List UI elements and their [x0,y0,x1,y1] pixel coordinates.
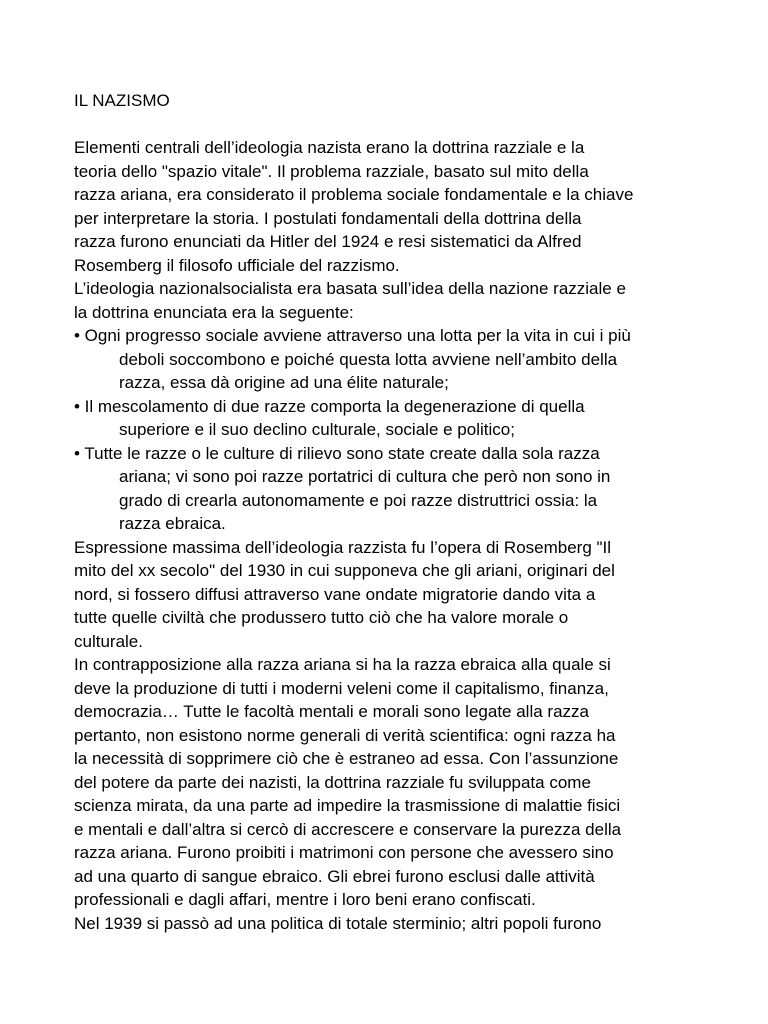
text-line: razza ariana, era considerato il problema sociale fondamentale e la chiave [74,185,634,204]
text-line: del potere da parte dei nazisti, la dottrina razziale fu sviluppata come [74,772,591,792]
text-line: razza furono enunciati da Hitler del 1924 e resi sistematici da Alfred [74,232,582,251]
text-line: In contrapposizione alla razza ariana si ha la razza ebraica alla quale si [74,655,611,674]
text-line: scienza mirata, da una parte ad impedire la trasmissione di malattie fisici [74,796,621,815]
text-line: tutte quelle civiltà che produssero tutto ciò che ha valore morale o [74,608,569,627]
text-line: nord, si fossero diffusi attraverso vane ondate migratorie dando vita a [74,584,596,604]
text-line: culturale. [74,631,143,651]
list-item-continuation-line: razza, essa dà origine ad una élite naturale; [119,373,449,392]
text-line: • Il mescolamento di due razze comporta la degenerazione di quella [74,396,585,416]
text-line: Elementi centrali dell’ideologia nazista erano la dottrina razziale e la [74,138,585,157]
text-line: L’ideologia nazionalsocialista era basata sull’idea della nazione razziale e [74,279,626,298]
text-line: la necessità di sopprimere ciò che è estraneo ad essa. Con l’assunzione [74,749,619,768]
document-title: IL NAZISMO [74,91,170,110]
text-line: • Ogni progresso sociale avviene attraverso una lotta per la vita in cui i più [74,326,631,345]
text-line: ad una quarto di sangue ebraico. Gli ebrei furono esclusi dalle attività [74,866,595,886]
text-line: per interpretare la storia. I postulati fondamentali della dottrina della [74,208,582,228]
list-item-continuation-line: grado di crearla autonomamente e poi razze distruttrici ossia: la [119,490,598,510]
list-item-continuation-line: ariana; vi sono poi razze portatrici di cultura che però non sono in [119,467,611,486]
list-item-continuation-line: razza ebraica. [119,514,226,533]
text-line: Espressione massima dell’ideologia razzista fu l’opera di Rosemberg "Il [74,537,612,557]
text-line: • Tutte le razze o le culture di rilievo sono state create dalla sola razza [74,443,600,463]
document-body [74,136,704,935]
text-line: teoria dello "spazio vitale". Il problema razziale, basato sul mito della [74,161,589,181]
text-line: Nel 1939 si passò ad una politica di totale sterminio; altri popoli furono [74,913,602,933]
text-line: la dottrina enunciata era la seguente: [74,302,354,322]
list-item-continuation-line: superiore e il suo declino culturale, sociale e politico; [119,420,515,439]
text-line: democrazia… Tutte le facoltà mentali e morali sono legate alla razza [74,702,589,721]
text-line: deve la produzione di tutti i moderni veleni come il capitalismo, finanza, [74,678,609,698]
text-line: professionali e dagli affari, mentre i loro beni erano confiscati. [74,890,536,909]
text-line: Rosemberg il filosofo ufficiale del razzismo. [74,255,400,275]
text-line: mito del xx secolo" del 1930 in cui supponeva che gli ariani, originari del [74,561,615,580]
text-line: razza ariana. Furono proibiti i matrimoni con persone che avessero sino [74,843,614,862]
text-line: pertanto, non esistono norme generali di verità scientifica: ogni razza ha [74,725,616,745]
list-item-continuation-line: deboli soccombono e poiché questa lotta avviene nell’ambito della [119,349,618,369]
text-line: e mentali e dall’altra si cercò di accrescere e conservare la purezza della [74,819,622,839]
